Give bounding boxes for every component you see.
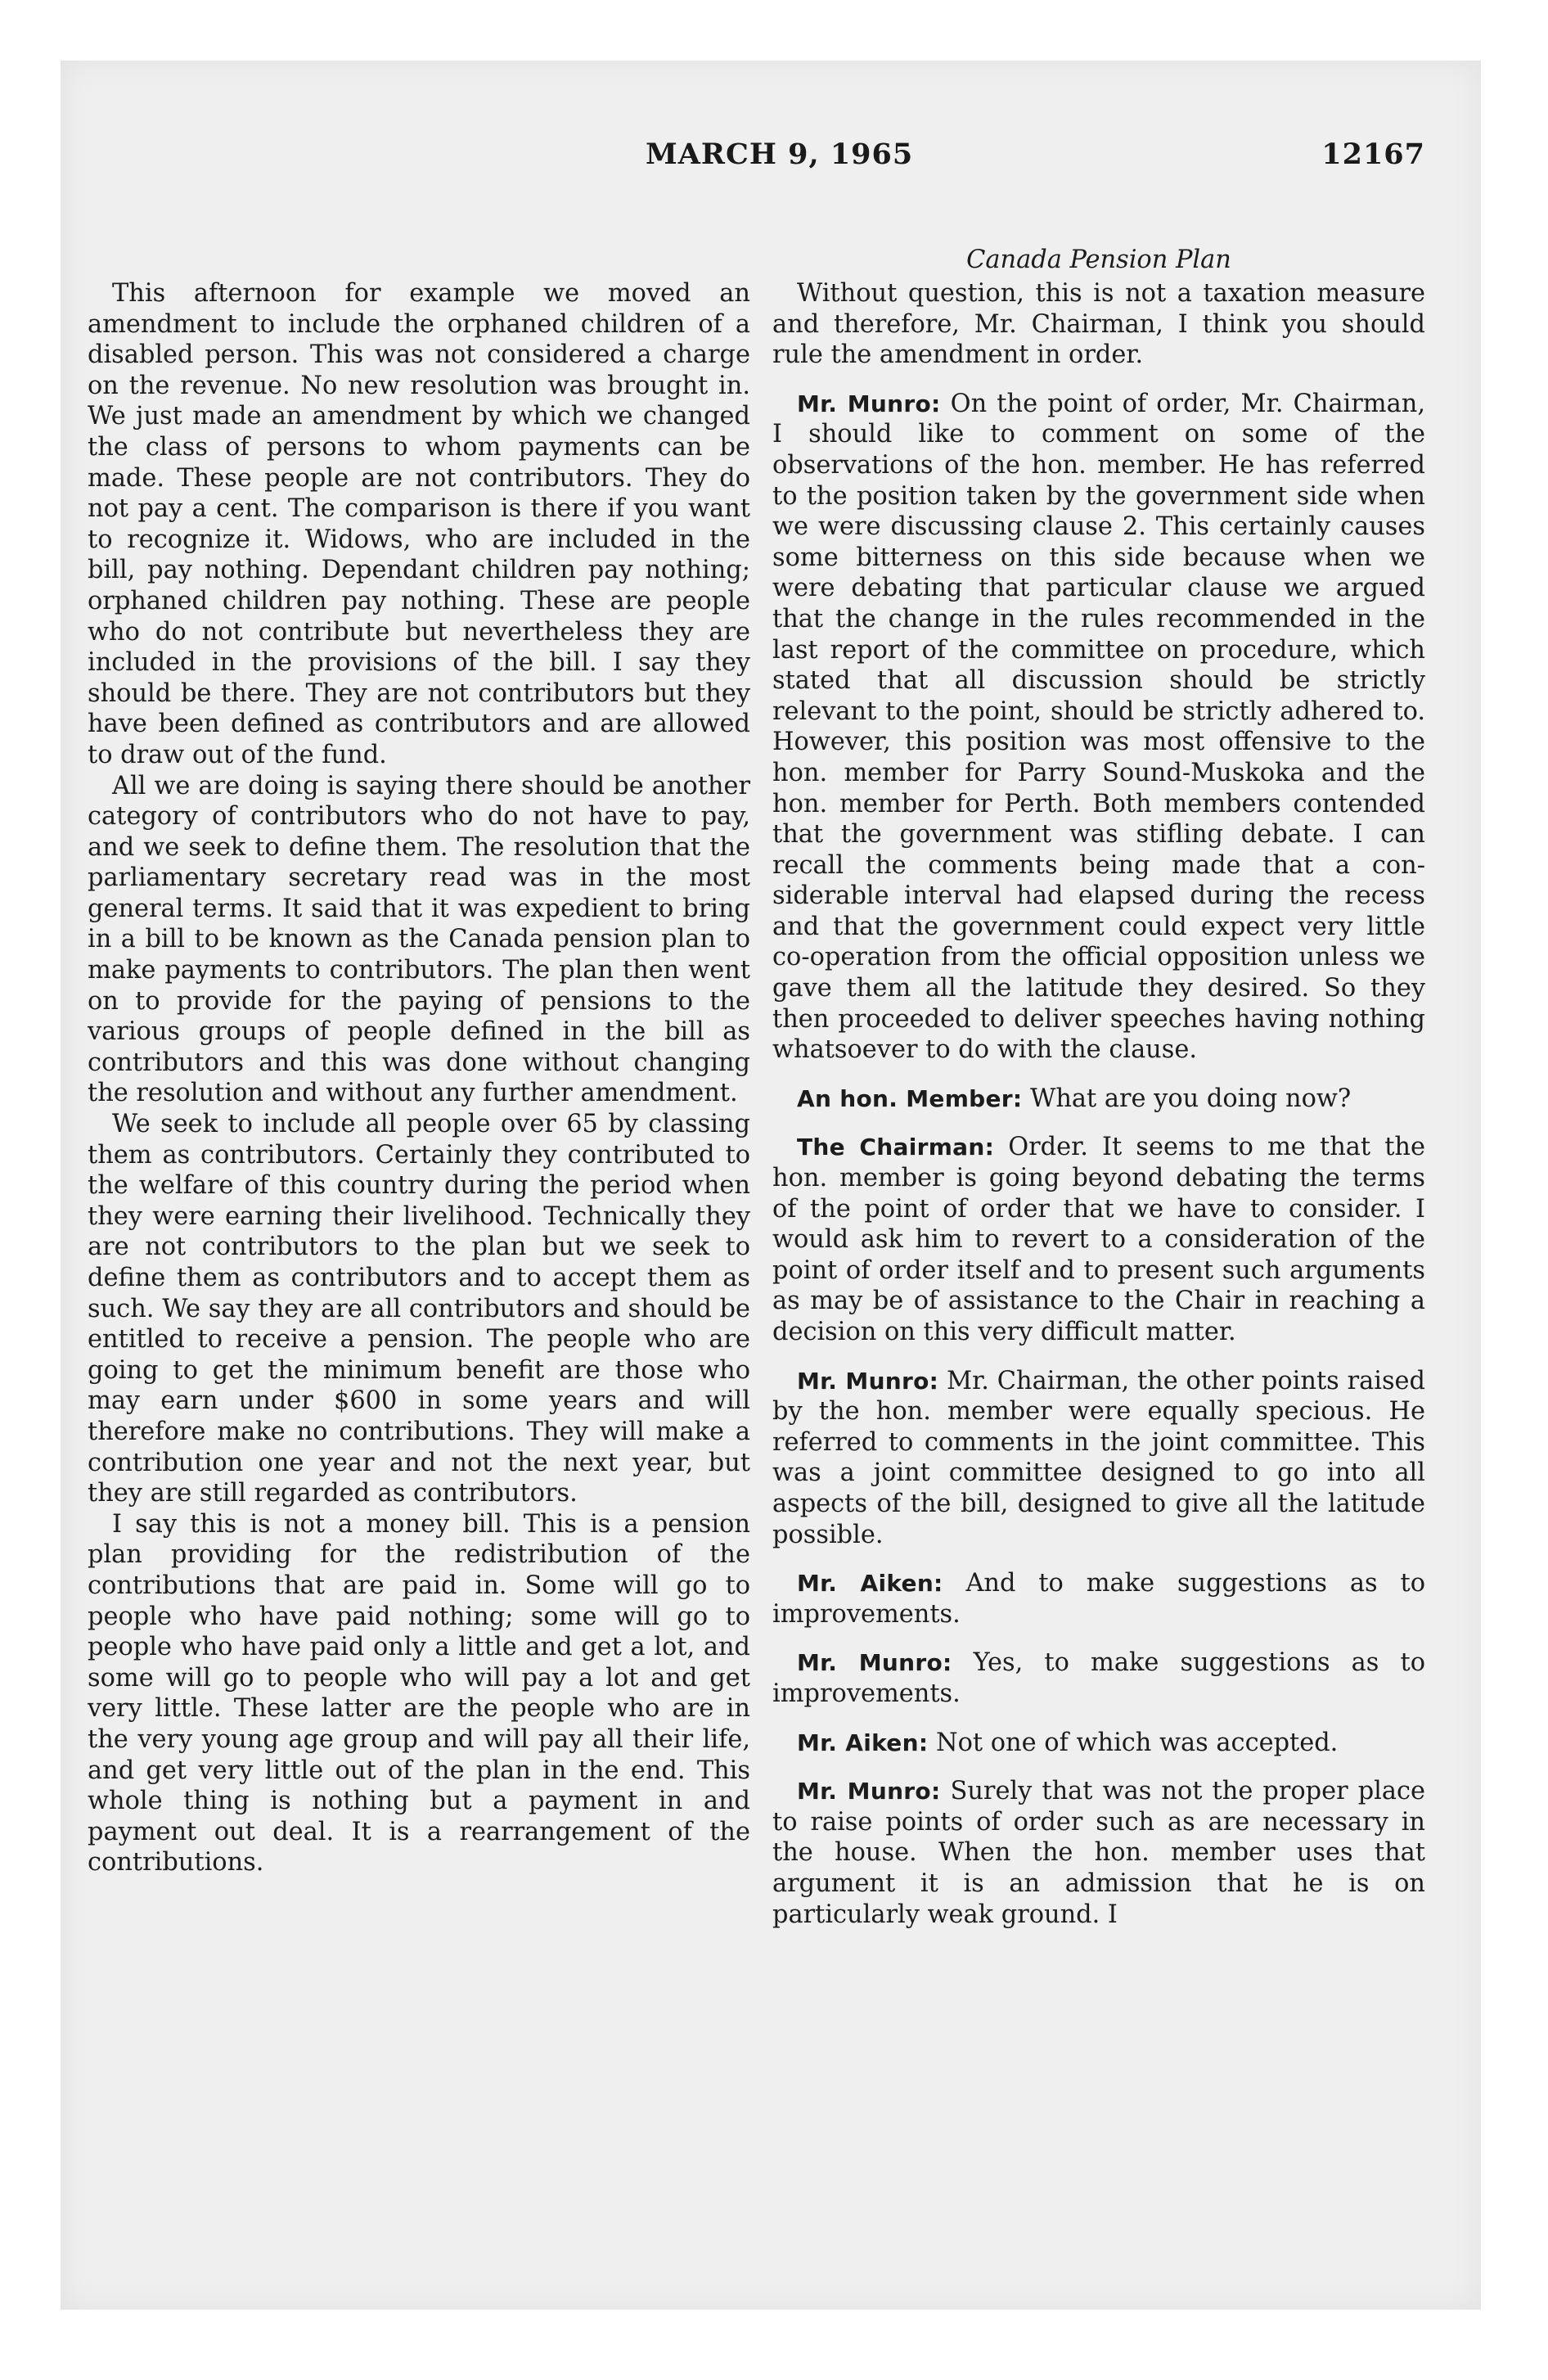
hansard-page — [61, 61, 1481, 2310]
section-subject: Canada Pension Plan — [966, 246, 1231, 274]
speech-2 — [772, 1084, 1425, 1115]
speaker-name: An hon. Member: — [797, 1084, 1023, 1112]
speech-text: Not one of which was accepted. — [936, 1728, 1339, 1757]
left-column — [88, 278, 750, 1878]
left-paragraph-3: We seek to include all people over 65 by classing them as contributors. Certainly they contributed to the welfare of this country during the period when they were earning their livelihood. Technically they are not contributors to the plan but we seek to define them as contributors and to accept them as such. We say they are all contributors and should be entitled to receive a pension. The people who are going to get the minimum benefit are those who may earn under $600 in some years and will therefore make no contributions. They will make a contribution one year and not the next year, but they are still regarded as contributors. — [88, 1110, 750, 1508]
speech-8 — [772, 1776, 1425, 1930]
left-paragraph-4: I say this is not a money bill. This is a pension plan providing for the redistribution of the contributions that are paid in. Some will go to people who have paid nothing; some will go to people who have paid only a little and get a lot, and some will go to people who will pay a lot and get very little. These latter are the people who are in the very young age group and will pay all their life, and get very little out of the plan in the end. This whole thing is nothing but a payment in and payment out deal. It is a rearrangement of the contributions. — [88, 1509, 750, 1877]
speaker-name: Mr. Aiken: — [797, 1729, 929, 1756]
left-paragraph-1: This afternoon for example we moved an amendment to include the orphaned children of a disabled person. This was not considered a charge on the revenue. No new resolution was brought in. We just made an amendment by which we changed the class of persons to whom payments can be made. These people are not contributors. They do not pay a cent. The comparison is there if you want to recognize it. Widows, who are included in the bill, pay nothing. Dependant children pay nothing; orphaned children pay nothing. These are people who do not contribute but nevertheless they are included in the provisions of the bill. I say they should be there. They are not contributors but they have been defined as contributors and are allowed to draw out of the fund. — [88, 279, 750, 769]
speech-1 — [772, 389, 1425, 1066]
speaker-name: The Chairman: — [797, 1134, 995, 1161]
speaker-name: Mr. Munro: — [797, 390, 941, 417]
speech-text: And to make suggestions as to improvements. — [772, 1569, 1425, 1629]
speaker-name: Mr. Munro: — [797, 1649, 952, 1677]
speech-4 — [772, 1366, 1425, 1551]
header-date: MARCH 9, 1965 — [646, 137, 914, 171]
page-header — [61, 137, 1481, 178]
speech-text: Order. It seems to me that the hon. member is going beyond debating the terms of the point of order that we have to consider. I would ask him to revert to a consideration of the point of order itself and to present such arguments as may be of assistance to the Chair in reaching a decision on this very difficult matter. — [772, 1133, 1425, 1346]
speech-text: On the point of order, Mr. Chairman, I should like to comment on some of the observations of the hon. member. He has referred to the position taken by the government side when we were discussing clause 2. This certainly causes some bitterness on this side because when we were debating that particular clause we argued that the change in the rules recommended in the last report of the committee on procedure, which stated that all discussion should be strictly relevant to the point, should be strictly adhered to. However, this position was most offensive to the hon. member for Parry Sound-Muskoka and the hon. member for Perth. Both members contended that the government was stifling debate. I can recall the comments being made that a considerable interval had elapsed during the recess and that the government could expect very little co-operation from the official opposition unless we gave them all the latitude they desired. So they then proceeded to deliver speeches having nothing whatsoever to do with the clause. — [772, 389, 1425, 1065]
speech-5 — [772, 1568, 1425, 1629]
speaker-name: Mr. Munro: — [797, 1367, 939, 1395]
speech-text: Surely that was not the proper place to raise points of order such as are necessary in the house. When the hon. member uses that argument it is an admission that he is on particularly weak ground. I — [772, 1777, 1425, 1929]
speech-7 — [772, 1728, 1425, 1759]
header-page-number: 12167 — [1321, 137, 1425, 171]
speech-6 — [772, 1648, 1425, 1709]
right-opening-paragraph: Without question, this is not a taxation measure and therefore, Mr. Chairman, I think you should rule the amendment in order. — [772, 279, 1425, 370]
speech-text: Yes, to make suggestions as to improvements. — [772, 1648, 1425, 1708]
speaker-name: Mr. Aiken: — [797, 1570, 943, 1598]
left-paragraph-2: All we are doing is saying there should be another category of contributors who do not have to pay, and we seek to define them. The resolution that the parliamentary secretary read was in the most general terms. It said that it was expedient to bring in a bill to be known as the Canada pension plan to make payments to contributors. The plan then went on to provide for the paying of pensions to the various groups of people defined in the bill as contributors and this was done without changing the resolution and without any further amendment. — [88, 771, 750, 1108]
speech-text: Mr. Chairman, the other points raised by the hon. member were equally specious. He referred to comments in the joint committee. This was a joint committee designed to go into all aspects of the bill, designed to give all the latitude possible. — [772, 1366, 1425, 1549]
right-column — [772, 246, 1425, 1930]
speaker-name: Mr. Munro: — [797, 1778, 941, 1805]
speech-text: What are you doing now? — [1030, 1084, 1352, 1113]
speech-3 — [772, 1132, 1425, 1347]
